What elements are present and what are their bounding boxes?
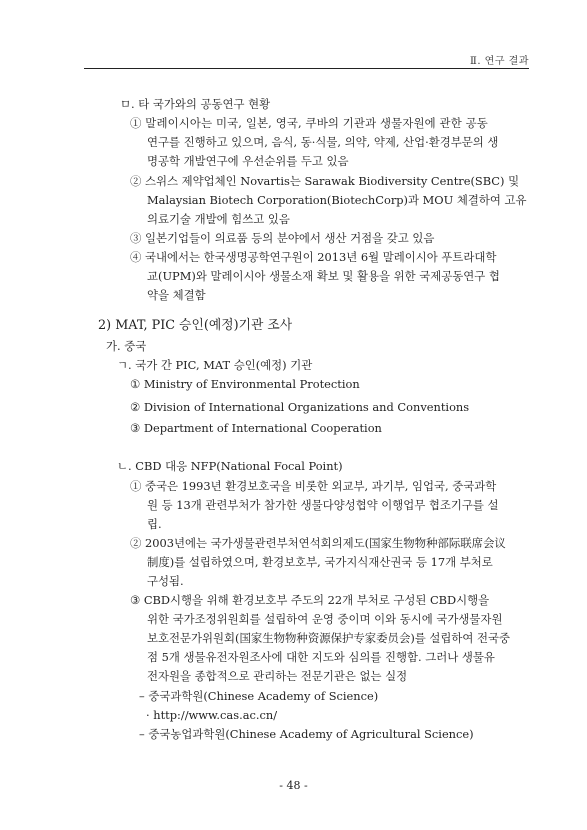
cas-url-link[interactable]: · http://www.cas.ac.cn/ xyxy=(146,708,278,722)
body-line: ① 말레이시아는 미국, 일본, 영국, 쿠바의 기관과 생물자원에 관한 공동 xyxy=(130,116,488,130)
section-title: ㅁ. 타 국가와의 공동연구 현황 xyxy=(120,97,271,111)
body-line: ② 2003년에는 국가생물관련부처연석회의제도(国家生物物种部际联席会议 xyxy=(130,536,506,550)
subsection-title: 가. 중국 xyxy=(106,339,147,353)
body-line: ② 스위스 제약업체인 Novartis는 Sarawak Biodiversity Centre(SBC) 및 xyxy=(130,174,520,188)
body-line: Malaysian Biotech Corporation(BiotechCorp)과 MOU 체결하여 고유 xyxy=(147,193,527,207)
body-line: 전자원을 종합적으로 관리하는 전문기관은 없는 실정 xyxy=(147,669,408,683)
body-line: 약을 체결함 xyxy=(147,288,206,302)
body-line: ④ 국내에서는 한국생명공학연구원이 2013년 6월 말레이시아 푸트라대학 xyxy=(130,250,497,264)
body-line: 립. xyxy=(147,517,162,531)
body-line: ③ 일본기업들이 의료품 등의 분야에서 생산 거점을 갖고 있음 xyxy=(130,231,435,245)
page-number: - 48 - xyxy=(279,779,308,792)
body-line: 명공학 개발연구에 우선순위를 두고 있음 xyxy=(147,154,349,168)
body-line: 制度)를 설립하였으며, 환경보호부, 국가지식재산권국 등 17개 부처로 xyxy=(147,555,493,569)
header-rule xyxy=(84,68,529,69)
section-heading: 2) MAT, PIC 승인(예정)기관 조사 xyxy=(98,318,293,333)
body-line: 위한 국가조정위원회를 설립하여 운영 중이며 이와 동시에 국가생물자원 xyxy=(147,612,503,626)
body-line: 보호전문가위원회(国家生物物种资源保护专家委员会)를 설립하여 전국중 xyxy=(147,631,511,645)
header-title: Ⅱ. 연구 결과 xyxy=(470,56,529,67)
body-line: 원 등 13개 관련부처가 참가한 생물다양성협약 이행업무 협조기구를 설 xyxy=(147,498,499,512)
list-item-caas: – 중국농업과학원(Chinese Academy of Agricultural Science) xyxy=(139,727,474,741)
body-line: ① Ministry of Environmental Protection xyxy=(130,377,360,391)
subsection-title: ㄱ. 국가 간 PIC, MAT 승인(예정) 기관 xyxy=(117,358,313,372)
list-item-cas: – 중국과학원(Chinese Academy of Science) xyxy=(139,689,379,703)
subsection-title: ㄴ. CBD 대응 NFP(National Focal Point) xyxy=(117,459,343,473)
body-line: 의료기술 개발에 힘쓰고 있음 xyxy=(147,212,290,226)
body-line: 점 5개 생물유전자원조사에 대한 지도와 심의를 진행함. 그러나 생물유 xyxy=(147,650,495,664)
body-line: ① 중국은 1993년 환경보호국을 비롯한 외교부, 과기부, 임업국, 중국과학 xyxy=(130,479,497,493)
body-line: 구성됨. xyxy=(147,574,184,588)
body-line: 교(UPM)와 말레이시아 생물소재 확보 및 활용을 위한 국제공동연구 협 xyxy=(147,269,500,283)
body-line: ③ Department of International Cooperation xyxy=(130,421,382,435)
body-line: 연구를 진행하고 있으며, 음식, 동·식물, 의약, 약제, 산업·환경부문의 생 xyxy=(147,135,499,149)
body-line: ② Division of International Organizations and Conventions xyxy=(130,400,470,414)
body-line: ③ CBD시행을 위해 환경보호부 주도의 22개 부처로 구성된 CBD시행을 xyxy=(130,593,490,607)
